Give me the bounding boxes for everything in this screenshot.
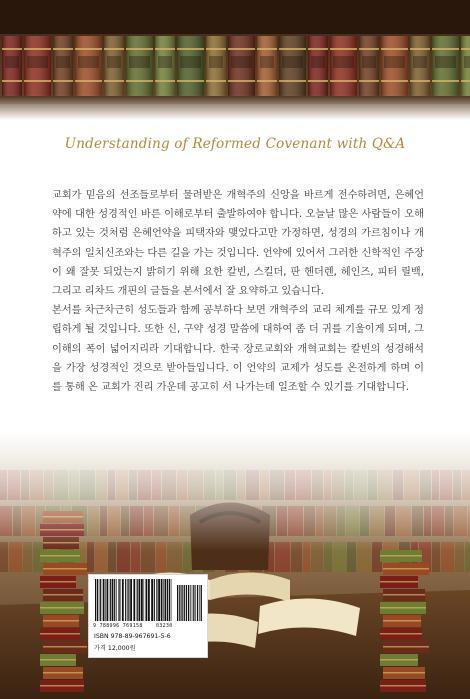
isbn-number: ISBN 978-89-967691-5-6: [94, 633, 171, 640]
english-subtitle: Understanding of Reformed Covenant with Q&A: [64, 136, 406, 152]
blurb-paragraph-1: 교회가 믿음의 선조들로부터 물려받은 개혁주의 신앙을 바르게 전수하려면, 은혜언약에 대한 성경적인 바른 이해로부터 출발하여야 합니다. 오늘날 많은 사람들이 오해하고 있는 것처럼 은혜언약을 피택자와 맺었다고만 가정하면, 성경의 가르침이나 개혁주의 일치신조와는 다른 길을 가는 것입니다. 언약에 있어서 그러한 신학적인 주장이 왜 잘못 되었는지 밝히기 위해 요한 칼빈, 스킬더, 판 헨더렌, 헤인즈, 피터 릴백, 그리고 리차드 개핀의 글들을 본서에서 잘 요약하고 있습니다.: [52, 190, 424, 298]
book-price: 가격 12,000원: [94, 645, 136, 652]
barcode-number: 9 788996 769158: [93, 623, 143, 629]
library-scene-image: [0, 430, 470, 699]
barcode-icon: [93, 579, 203, 623]
barcode-digits: [93, 623, 203, 629]
shelf-fade: [0, 95, 470, 120]
barcode-addon: 03230: [155, 623, 173, 629]
barcode-label: [88, 574, 208, 658]
cover-blurb: [52, 186, 424, 397]
blurb-paragraph-2: 본서를 차근차근히 성도들과 함께 공부하다 보면 개혁주의 교리 체계를 규모 있게 정립하게 될 것입니다. 또한 신, 구약 성경 말씀에 대하여 좀 더 귀를 기울이게 되며, 그 이해의 폭이 넓어지리라 기대합니다. 한국 장로교회와 개혁교회는 칼빈의 성경해석을 가장 성경적인 것으로 받아들입니다. 이 언약의 교제가 성도를 온전하게 하며 이를 통해 온 교회가 진리 가운데 공고히 서 나가는데 일조할 수 있기를 기대합니다.: [52, 305, 424, 394]
